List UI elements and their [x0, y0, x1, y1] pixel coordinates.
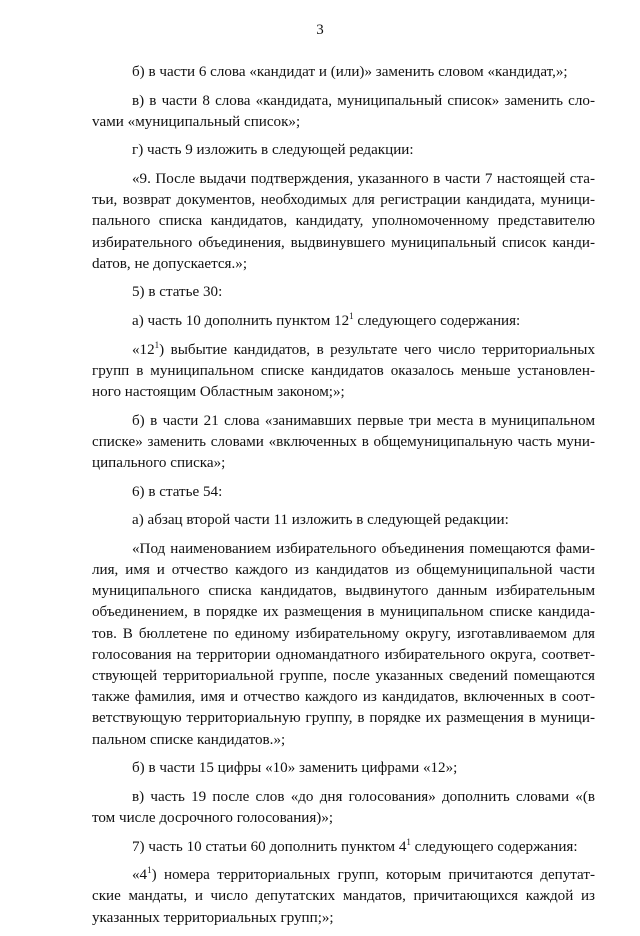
text-segment: 7) часть 10 статьи 60 дополнить пунктом 4: [132, 838, 407, 855]
text-segment: б) в части 15 цифры «10» заменить цифрами «12»;: [132, 760, 458, 777]
superscript: 1: [154, 339, 160, 350]
paragraph: [92, 837, 595, 858]
text-segment: а) абзац второй части 11 изложить в следующей редакции:: [132, 512, 509, 529]
text-segment: следующего содержания:: [353, 312, 521, 329]
text-segment: 5) в статье 30:: [132, 284, 223, 301]
superscript: 1: [406, 836, 411, 847]
document-body: [92, 62, 595, 936]
paragraph: [92, 411, 595, 475]
text-segment: «12: [132, 341, 155, 358]
paragraph: [92, 311, 595, 332]
paragraph: [92, 62, 595, 83]
superscript: 1: [349, 310, 354, 321]
paragraph: [92, 758, 595, 779]
paragraph: [92, 539, 595, 751]
paragraph: [92, 91, 595, 133]
text-segment: следующего содержания:: [410, 838, 578, 855]
paragraph: [92, 787, 595, 829]
page-number: 3: [316, 22, 324, 38]
text-segment: б) в части 6 слова «кандидат и (или)» заменить словом «кандидат,»;: [132, 64, 568, 80]
text-segment: «9. После выдачи подтверждения, указанного в части 7 настоящей статьи, возврат документов, необходимых для регистрации кандидата, муниципального списка кандидатов, кандидату, уполномоченному представителю избирательного объединения, выдвинувшего муниципальный список кандиdатов, не допускается.»;: [92, 170, 595, 272]
text-segment: ) выбытие кандидатов, в результате чего число территориальных групп в муниципальном списке кандидатов оказалось меньше установленного настоящим Областным законом;»;: [92, 341, 595, 400]
paragraph: [92, 482, 595, 503]
text-segment: ) номера территориальных групп, которым причитаются депутатские мандаты, и число депутатских мандатов, причитающихся каждой из указанных территориальных групп;»;: [92, 867, 595, 926]
text-segment: г) часть 9 изложить в следующей редакции:: [132, 142, 414, 159]
text-segment: в) часть 19 после слов «до дня голосования» дополнить словами «(в том числе досрочного голосования)»;: [92, 788, 595, 826]
text-segment: 6) в статье 54:: [132, 483, 223, 500]
paragraph: [92, 510, 595, 531]
superscript: 1: [147, 865, 152, 876]
text-segment: в) в части 8 слова «кандидата, муниципальный список» заменить слоvами «муниципальный список»;: [92, 92, 595, 130]
text-segment: «4: [132, 867, 148, 884]
text-segment: б) в части 21 слова «занимавших первые три места в муниципальном списке» заменить словами «включенных в общемуниципальную часть муниципального списка»;: [92, 412, 595, 471]
paragraph: [92, 140, 595, 161]
paragraph: [92, 282, 595, 303]
text-segment: а) часть 10 дополнить пунктом 12: [132, 312, 350, 329]
text-segment: «Под наименованием избирательного объединения помещаются фамилия, имя и отчество каждого из кандидатов из общемуниципальной части муниципального списка кандидатов, выдвинутого данным избирательным объединением, в порядке их размещения в муниципальном списке кандидатов. В бюллетене по единому избирательному округу, изготавливаемом для голосования на территории одномандатного избирательного округа, соответствующей территориальной группе, после указанных сведений помещаются также фамилия, имя и отчество каждого из кандидатов, включенных в соответствующую территориальную группу, в порядке их размещения в муниципальном списке кандидатов.»;: [92, 540, 595, 748]
paragraph: [92, 169, 595, 275]
paragraph: [92, 865, 595, 929]
paragraph: [92, 340, 595, 404]
